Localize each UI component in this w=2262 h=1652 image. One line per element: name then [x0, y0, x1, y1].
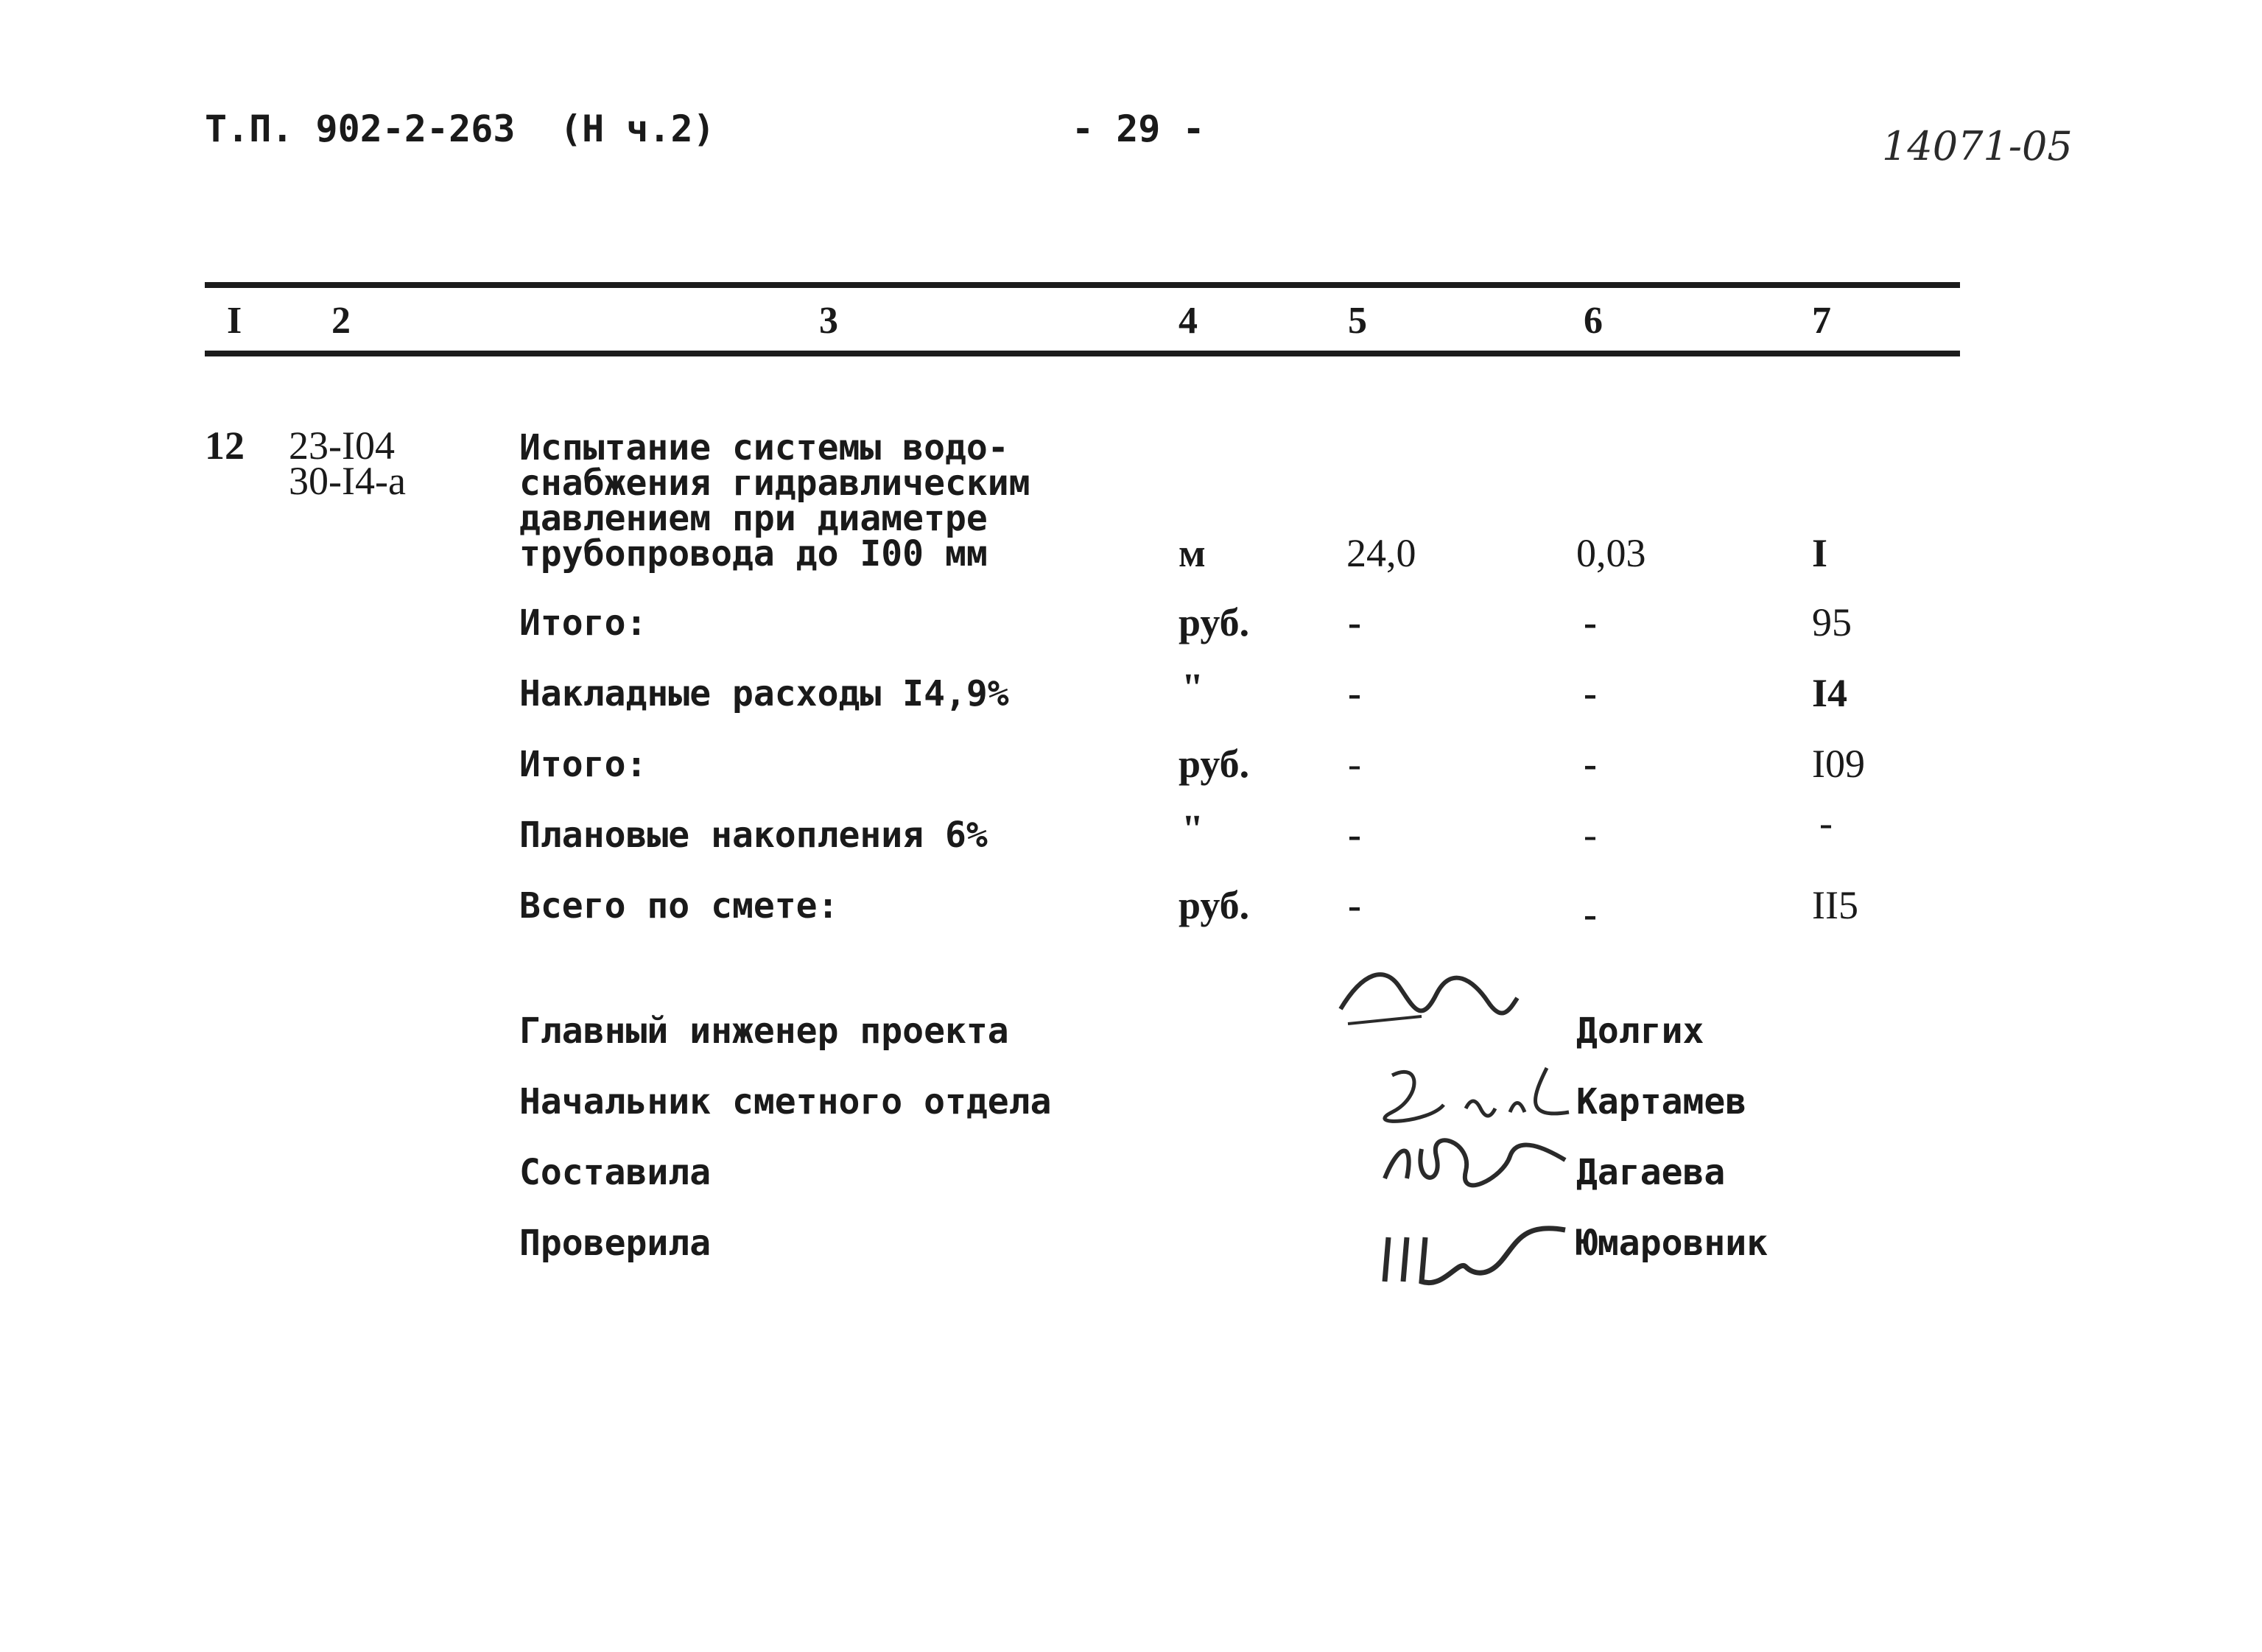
- summary-total: -: [1819, 801, 1833, 845]
- summary-col6: -: [1584, 812, 1597, 857]
- column-number-7: 7: [1812, 300, 1831, 342]
- row-total: I: [1812, 531, 1828, 575]
- column-number-5: 5: [1348, 300, 1367, 342]
- doc-code: Т.П. 902-2-263: [205, 108, 516, 150]
- summary-unit: руб.: [1179, 883, 1250, 927]
- column-number-6: 6: [1584, 300, 1603, 342]
- summary-unit: ": [1181, 665, 1204, 709]
- row-rate: 0,03: [1576, 531, 1646, 575]
- row-unit: м: [1179, 531, 1206, 575]
- row-description-line-2: снабжения гидравлическим: [519, 463, 1030, 504]
- summary-col5: -: [1348, 812, 1361, 857]
- summary-col5: -: [1348, 600, 1361, 644]
- signature-role: Главный инженер проекта: [519, 1010, 1009, 1052]
- summary-col6: -: [1584, 600, 1597, 644]
- summary-total: 95: [1812, 600, 1852, 644]
- signature-scribble: [1377, 1127, 1576, 1206]
- summary-label: Плановые накопления 6%: [519, 815, 988, 856]
- summary-unit: руб.: [1179, 742, 1250, 786]
- signature-name: Картамев: [1576, 1081, 1747, 1122]
- summary-label: Итого:: [519, 602, 647, 644]
- row-number: 12: [205, 423, 245, 468]
- summary-col5: -: [1348, 671, 1361, 715]
- header-top-rule: [205, 282, 1960, 288]
- doc-part: (Н ч.2): [560, 108, 715, 150]
- summary-col6: -: [1584, 671, 1597, 715]
- header-bottom-rule: [205, 351, 1960, 356]
- summary-col6: -: [1584, 892, 1597, 936]
- column-number-1: I: [227, 300, 242, 342]
- signature-role: Составила: [519, 1152, 712, 1193]
- signature-name: Юмаровник: [1576, 1223, 1768, 1264]
- summary-total: I4: [1812, 671, 1848, 715]
- signature-role: Начальник сметного отдела: [519, 1081, 1052, 1122]
- row-description-line-3: давлением при диаметре: [519, 498, 988, 539]
- page-number: - 29 -: [1072, 108, 1205, 150]
- signature-scribble: [1377, 1208, 1576, 1302]
- signature-scribble: [1333, 957, 1525, 1044]
- summary-col5: -: [1348, 883, 1361, 927]
- summary-total: I09: [1812, 742, 1865, 786]
- summary-unit: руб.: [1179, 600, 1250, 644]
- column-number-4: 4: [1179, 300, 1198, 342]
- row-quantity: 24,0: [1346, 531, 1416, 575]
- signature-role: Проверила: [519, 1223, 712, 1264]
- signature-name: Долгих: [1576, 1010, 1704, 1052]
- summary-col6: -: [1584, 742, 1597, 786]
- handwritten-ref: 14071-05: [1882, 123, 2073, 169]
- summary-label: Итого:: [519, 744, 647, 785]
- row-code-2: 30-I4-а: [289, 459, 406, 503]
- summary-col5: -: [1348, 742, 1361, 786]
- row-code-1: 23-I04: [289, 423, 395, 468]
- row-description-line-4: трубопровода до I00 мм: [519, 533, 988, 574]
- row-description-line-1: Испытание системы водо-: [519, 427, 1009, 468]
- summary-label: Всего по смете:: [519, 885, 839, 927]
- column-number-3: 3: [819, 300, 838, 342]
- column-number-2: 2: [331, 300, 351, 342]
- summary-total: II5: [1812, 883, 1858, 927]
- signature-name: Дагаева: [1576, 1152, 1726, 1193]
- summary-unit: ": [1181, 806, 1204, 851]
- summary-label: Накладные расходы I4,9%: [519, 673, 1009, 714]
